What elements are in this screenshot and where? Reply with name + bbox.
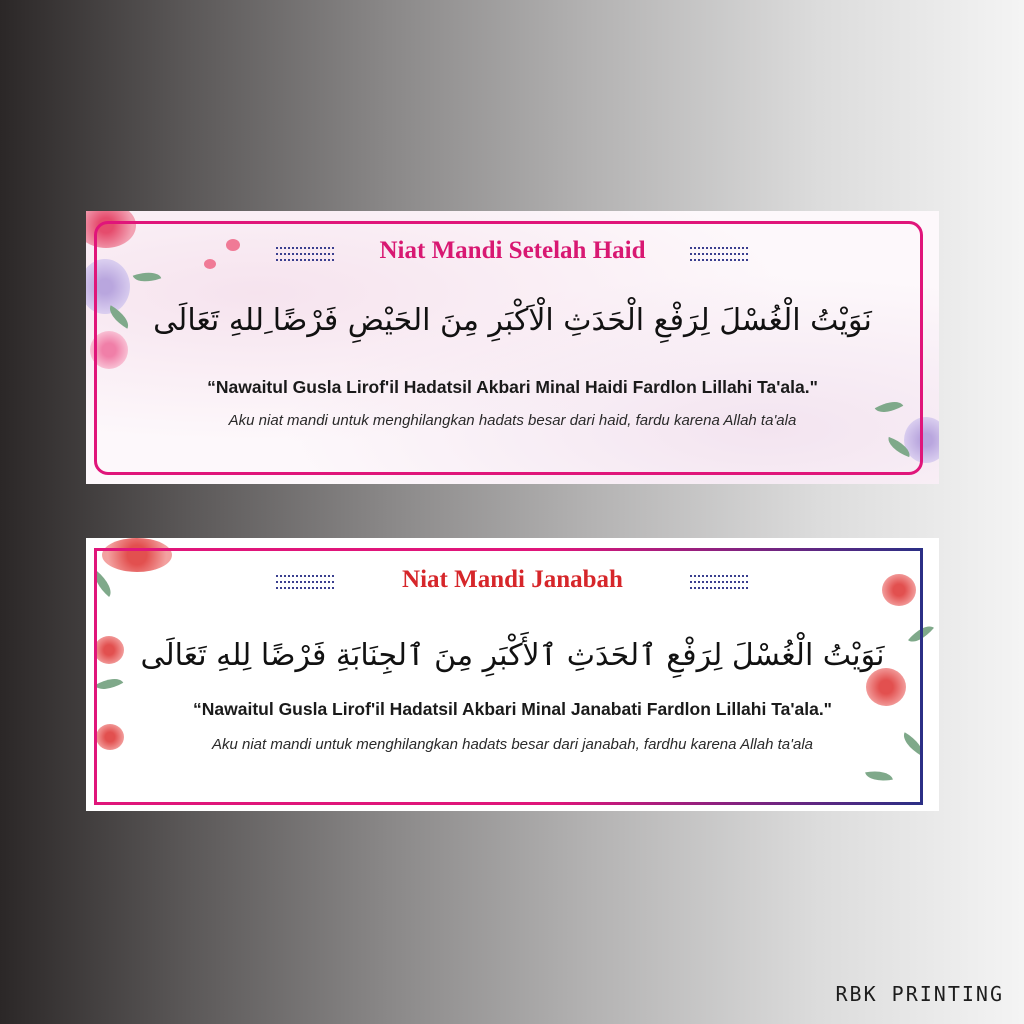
translation-text: Aku niat mandi untuk menghilangkan hadats besar dari janabah, fardhu karena Allah ta'ala (211, 736, 814, 753)
card-niat-haid (86, 211, 939, 484)
arabic-niat: نَوَيْتُ الْغُسْلَ لِرَفْعِ ٱلحَدَثِ ٱلأَكْبَرِ مِنَ ٱلجِنَابَةِ فَرْضًا لِلهِ تَعَالَى (140, 638, 885, 673)
brand-watermark: RBK PRINTING (835, 982, 1004, 1006)
card-niat-janabah (86, 538, 939, 811)
latin-transliteration: “Nawaitul Gusla Lirof'il Hadatsil Akbari Minal Janabati Fardlon Lillahi Ta'ala." (193, 699, 832, 719)
translation-text: Aku niat mandi untuk menghilangkan hadats besar dari haid, fardu karena Allah ta'ala (228, 412, 797, 429)
arabic-niat: نَوَيْتُ الْغُسْلَ لِرَفْعِ الْحَدَثِ الْاَكْبَرِ مِنَ الحَيْضِ فَرْضًا ِللهِ تَعَالَى (153, 303, 872, 338)
latin-transliteration: “Nawaitul Gusla Lirof'il Hadatsil Akbari Minal Haidi Fardlon Lillahi Ta'ala." (207, 377, 818, 397)
card-title: Niat Mandi Janabah (402, 566, 623, 593)
card-title: Niat Mandi Setelah Haid (379, 237, 646, 264)
